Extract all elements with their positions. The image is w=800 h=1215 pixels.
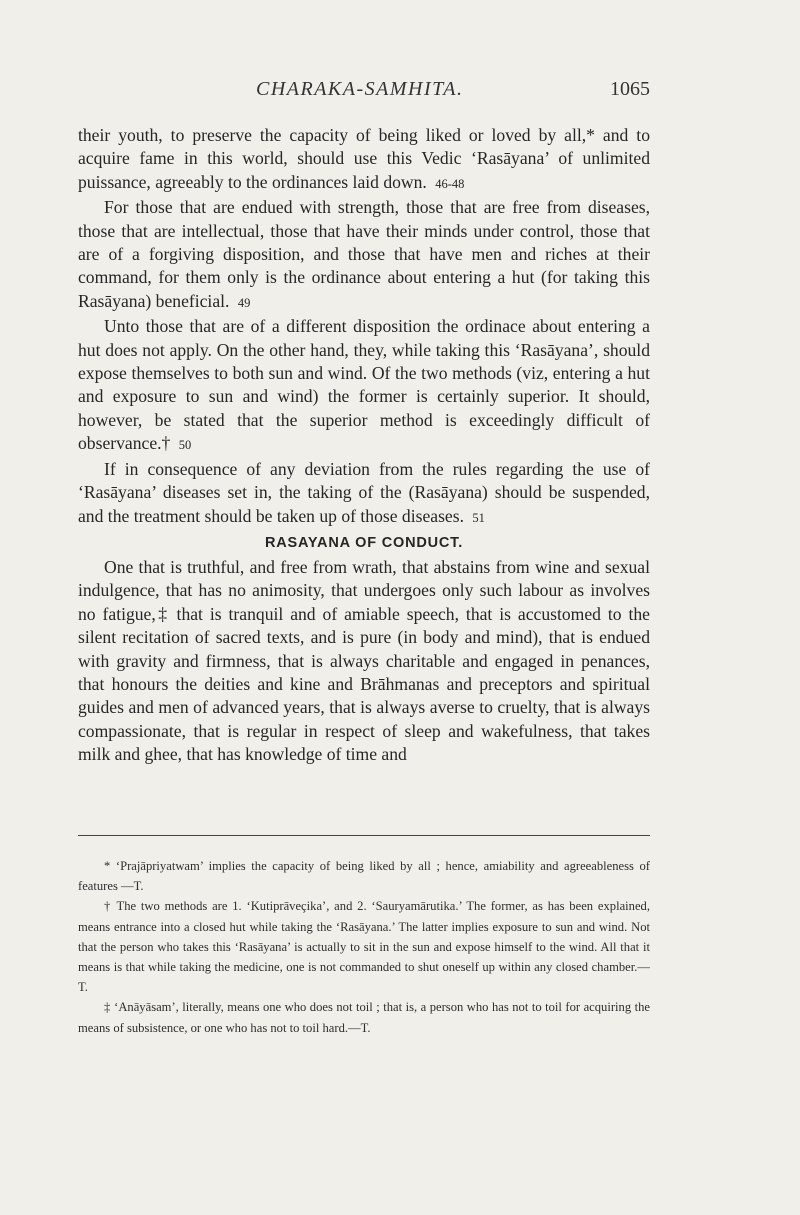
paragraph-46-48 [78, 124, 650, 196]
footnote-3: ‡ ‘Anāyāsam’, literally, means one who does not toil ; that is, a person who has not to toil for acquiring the means of subsistence, or one who has not to toil hard.—T. [78, 1000, 650, 1035]
section-heading: RASAYANA OF CONDUCT. [264, 534, 464, 551]
verse-number: 46-48 [435, 176, 465, 191]
page-number: 1065 [610, 78, 650, 100]
footnote-2: † The two methods are 1. ‘Kutiprāveçika’, and 2. ‘Sauryamārutika.’ The former, as has been explained, means entrance into a closed hut while taking the ‘Rasāyana.’ The latter implies exposure to sun and wind. Not that the person who takes this ‘Rasāyana’ is actually to sit in the sun and expose himself to the wind. All that it means is that while taking the medicine, one is not commanded to shut oneself up within any closed chamber.—T. [78, 899, 650, 995]
paragraph-text: their youth, to preserve the capacity of being liked or loved by all,* and to acquire fame in this world, should use this Vedic ‘Rasāyana’ of unlimited puissance, agreeably to the ordinances laid down. [78, 125, 650, 192]
paragraph-text: For those that are endued with strength, those that are free from diseases, those that are intellectual, those that have their minds under control, those that are of a forgiving disposition, and those that have men and riches at their command, for them only is the ordinance about entering a hut (for taking this Rasāyana) beneficial. [78, 197, 650, 311]
footnote-divider [78, 835, 650, 836]
footnotes [78, 856, 650, 1038]
paragraph-51 [78, 458, 650, 530]
paragraph-conduct: One that is truthful, and free from wrath, that abstains from wine and sexual indulgence, that has no animosity, that undergoes only such labour as involves no fatigue,‡ that is tranquil and of amiable speech, that is accustomed to the silent recitation of sacred texts, and is pure (in body and mind), that is endued with gravity and firmness, that is always charitable and engaged in penances, that honours the deities and kine and Brāhmanas and preceptors and spiritual guides and men of advanced years, that is always averse to cruelty, that is always compassionate, that is regular in respect of sleep and wakefulness, that takes milk and ghee, that has knowledge of time and [78, 556, 650, 765]
paragraph-49 [78, 196, 650, 315]
running-title: CHARAKA-SAMHITA. [256, 78, 464, 100]
verse-number: 50 [178, 438, 192, 453]
body-text [78, 124, 650, 767]
running-head [78, 78, 650, 108]
paragraph-text: Unto those that are of a different disposition the ordinace about entering a hut does not apply. On the other hand, they, while taking this ‘Rasāyana’, should expose themselves to both sun and wind. Of the two methods (viz, entering a hut and exposure to sun and wind) the former is certainly superior. It should, however, be stated that the superior method is exceedingly difficult of observance.† [78, 316, 650, 454]
verse-number: 51 [472, 510, 485, 525]
paragraph-50 [78, 315, 650, 457]
verse-number: 49 [237, 295, 251, 310]
paragraph-text: If in consequence of any deviation from the rules regarding the use of ‘Rasāyana’ diseases set in, the taking of the (Rasāyana) should be suspended, and the treatment should be taken up of those diseases. [78, 458, 650, 526]
footnote-1: * ‘Prajāpriyatwam’ implies the capacity of being liked by all ; hence, amiability and agreeableness of features —T. [78, 859, 650, 894]
